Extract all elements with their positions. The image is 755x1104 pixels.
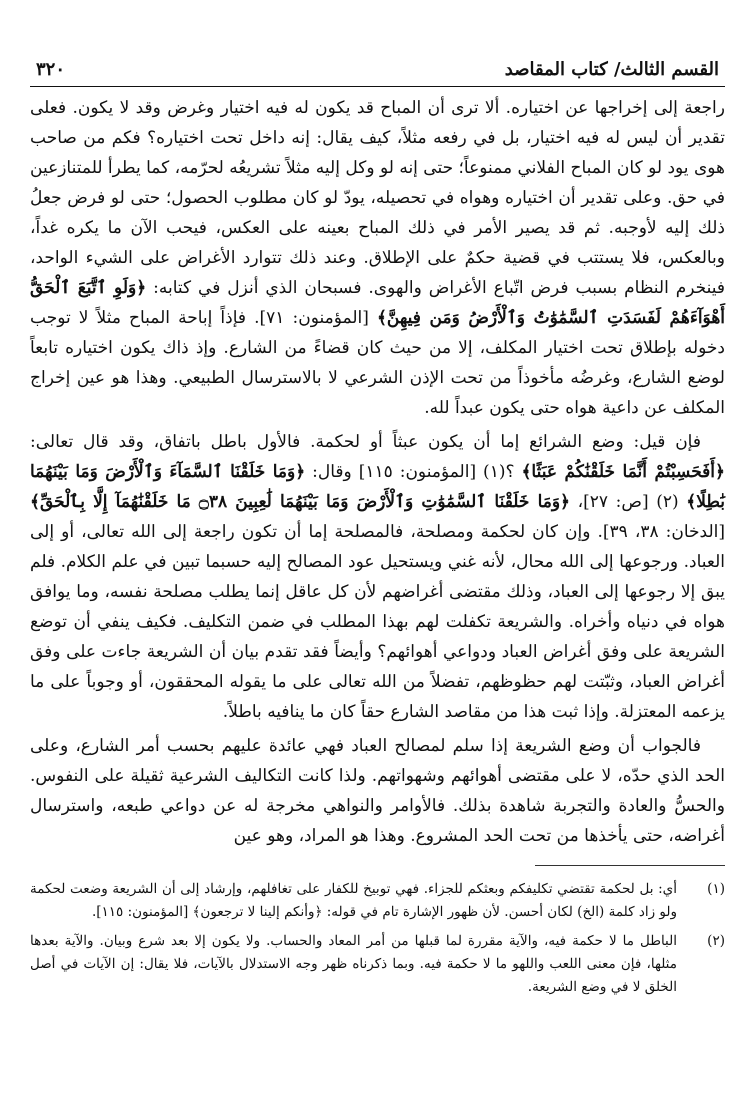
quran-verse-2: ﴿أَفَحَسِبْتُمْ أَنَّمَا خَلَقْنَٰكُمْ عَبَثًا﴾	[521, 462, 725, 482]
paragraph-2	[30, 427, 725, 727]
main-text	[30, 93, 725, 851]
footnote-2-text: الباطل ما لا حكمة فيه، والآية مقررة لما قبلها من أمر المعاد والحساب. ولا يكون إلا بعد شرع وبيان. والآية بعدها مثلها، فإن معنى اللعب واللهو ما لا حكمة فيه. وبما ذكرناه ظهر وجه الاستدلال بالآيات، فلا يقال: إن الآيات في أصل الخلق لا في وضع الشريعة.	[30, 933, 677, 995]
paragraph-3-text: فالجواب أن وضع الشريعة إذا سلم لمصالح العباد فهي عائدة عليهم بحسب أمر الشارع، وعلى الحد الذي حدّه، لا على مقتضى أهوائهم وشهواتهم. ولذا كانت التكاليف الشرعية ثقيلة على النفوس. والحسُّ والعادة والتجربة شاهدة بذلك. فالأوامر والنواهي مخرجة له عن دواعي طبعه، واسترسال أغراضه، حتى يأخذها من تحت الحد المشروع. وهذا هو المراد، وهو عين	[30, 736, 725, 846]
paragraph-3	[30, 731, 725, 851]
paragraph-2-text-d: [الدخان: ٣٨، ٣٩]. وإن كان لحكمة ومصلحة، فالمصلحة إما أن تكون راجعة إلى الله تعالى، أو إلى العباد. ورجوعها إلى الله محال، لأنه غني ويستحيل عود المصالح إليه حسبما تبين في علم الكلام. فلم يبق إلا رجوعها إلى العباد، وذلك مقتضى أغراضهم لأن كل عاقل إنما يطلب مصلحة نفسه، وما يوافق هواه في دنياه وأخراه. والشريعة تكفلت لهم بهذا المطلب في ضمن التكليف. فكيف ينفي أن توضع الشريعة على وفق أغراض العباد ودواعي أهوائهم؟ وأيضاً فقد تقدم بيان أن الشريعة جاءت على وفق أغراض العباد، وثبّتت لهم حظوظهم، تفضلاً من الله تعالى على ما يقوله المحققون، أو وجوباً على ما يزعمه المعتزلة. وإذا ثبت هذا من مقاصد الشارع حقاً كان ما ينافيه باطلاً.	[30, 522, 726, 722]
paragraph-2-text-c: (٢) [ص: ٢٧]،	[577, 492, 679, 512]
paragraph-1-text: راجعة إلى إخراجها عن اختياره. ألا ترى أن المباح قد يكون له فيه اختيار وغرض وقد لا يكون. فعلى تقدير أن ليس له فيه اختيار، بل في رفعه مثلاً، كيف يقال: إنه داخل تحت اختياره؟ فكم من صاحب هوى يود لو كان المباح الفلاني ممنوعاً؛ حتى إنه لو وكل إليه مثلاً تشريعُه لحرّمه، كما يطرأ للمتنازعين في حق. وعلى تقدير أن اختياره وهواه في تحصيله، يودّ لو كان مطلوب الحصول؛ حتى لو فرض جعلُ ذلك إليه لأوجبه. ثم قد يصير الأمر في ذلك المباح بعينه على العكس، فيحب الآن ما يكره غداً، وبالعكس، فلا يستتب في قضية حكمٌ على الإطلاق. وعند ذلك تتوارد الأغراض على الشيء الواحد، فينخرم النظام بسبب فرض اتّباع الأغراض والهوى. فسبحان الذي أنزل في كتابه:	[30, 98, 726, 298]
footnote-1	[30, 878, 725, 924]
footnote-1-text: أي: بل لحكمة تقتضي تكليفكم وبعثكم للجزاء. فهي توبيخ للكفار على تغافلهم، وإرشاد إلى أن الشريعة وضعت لحكمة ولو زاد كلمة (الخ) لكان أحسن. لأن ظهور الإشارة تام في قوله: ﴿وأنكم إلينا لا ترجعون﴾ [المؤمنون: ١١٥].	[30, 881, 677, 920]
running-title: القسم الثالث/ كتاب المقاصد	[504, 59, 719, 80]
paragraph-1	[30, 93, 725, 423]
quran-verse-4: ﴿وَمَا خَلَقْنَا ٱلسَّمَٰوَٰتِ وَٱلْأَرْضَ وَمَا بَيْنَهُمَا لَٰعِبِينَ ۝٣٨ مَا خَلَقْنَٰهُمَآ إِلَّا بِٱلْحَقِّ﴾	[30, 492, 571, 512]
page-number: ٣٢٠	[36, 59, 66, 80]
quran-verse-3: ﴿وَمَا خَلَقْنَا ٱلسَّمَآءَ وَٱلْأَرْضَ وَمَا بَيْنَهُمَا بَٰطِلًا﴾	[30, 462, 726, 512]
footnote-2	[30, 930, 725, 999]
footnote-divider	[535, 865, 725, 866]
book-page	[30, 58, 725, 1005]
footnote-2-number: (٢)	[707, 933, 725, 949]
footnotes	[30, 878, 725, 999]
paragraph-2-text-a: فإن قيل: وضع الشرائع إما أن يكون عبثاً أو لحكمة. فالأول باطل باتفاق، وقد قال تعالى:	[30, 432, 701, 452]
paragraph-2-text-b: ؟(١) [المؤمنون: ١١٥] وقال:	[312, 462, 515, 482]
footnote-1-number: (١)	[707, 881, 725, 897]
quran-verse-1: ﴿وَلَوِ ٱتَّبَعَ ٱلْحَقُّ أَهْوَآءَهُمْ لَفَسَدَتِ ٱلسَّمَٰوَٰتُ وَٱلْأَرْضُ وَمَن فِيهِنَّ﴾	[30, 278, 726, 328]
paragraph-1-continuation: [المؤمنون: ٧١]. فإذاً إباحة المباح مثلاً لا توجب دخوله بإطلاق تحت اختيار المكلف، إلا من حيث كان قضاءً من الشارع. وإذ ذاك يكون اختياره تابعاً لوضع الشارع، وغرضُه مأخوذاً من تحت الإذن الشرعي لا بالاسترسال الطبيعي. وهذا هو عين إخراج المكلف عن داعية هواه حتى يكون عبداً لله.	[30, 308, 725, 418]
page-header	[30, 58, 725, 87]
